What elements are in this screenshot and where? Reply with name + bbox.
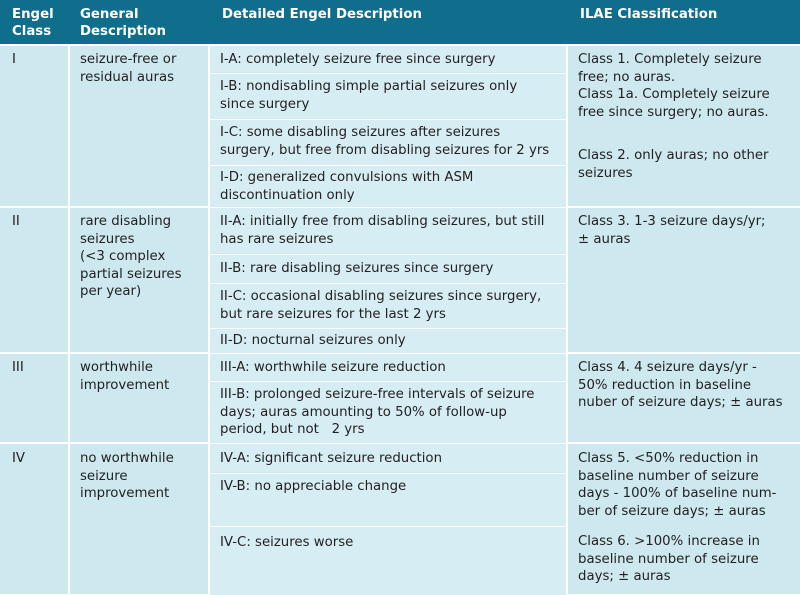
header-engel-class-line: Class [12,24,52,39]
text-line: residual auras [80,69,175,85]
text-line: days; ± auras [578,569,671,584]
header-detailed-description: Detailed Engel Description [222,7,422,22]
text-line: improvement [80,486,170,501]
text-line: surgery, but free from disabling seizures for 2 yrs [220,142,550,158]
engel-class-label: I [12,52,16,67]
engel-class-label: III [12,360,24,375]
ilae-text [578,533,760,586]
text-line: discontinuation only [220,187,355,203]
text-line: improvement [80,377,170,393]
text-line: nuber of seizure days; ± auras [578,395,783,410]
detail-text: IV-B: no appreciable change [220,479,407,494]
general-description [80,51,176,86]
column-divider [68,44,70,594]
header-general-description [80,6,166,40]
text-line: no worthwhile [80,451,174,466]
text-line: II-A: initially free from disabling seizures, but still [220,214,545,229]
detail-text [220,386,534,439]
text-line: rare disabling [80,214,172,229]
engel-class-label: IV [12,451,26,466]
text-line: 50% reduction in baseline [578,377,752,393]
text-line: free; no auras. [578,69,676,85]
ilae-text [578,359,783,412]
text-line: has rare seizures [220,231,334,247]
text-line: per year) [80,284,142,299]
text-line: II-C: occasional disabling seizures since surgery, [220,289,542,304]
header-engel-class-line: Engel [12,7,54,22]
detail-text [220,288,541,323]
text-line: seizures [578,165,633,181]
text-line: days; auras amounting to 50% of follow-up [220,404,507,420]
text-line: Class 2. only auras; no other [578,148,769,163]
text-line: III-B: prolonged seizure-free intervals of seizure [220,387,535,402]
text-line: seizure-free or [80,52,177,67]
table-header [0,0,800,44]
text-line: partial seizures [80,266,182,282]
general-description [80,213,182,301]
ilae-text [578,147,769,182]
text-line: I-B: nondisabling simple partial seizures only [220,79,518,94]
text-line: free since surgery; no auras. [578,104,769,120]
text-line: since surgery [220,96,310,112]
detail-text: II-B: rare disabling seizures since surgery [220,261,494,276]
detail-text [220,78,517,113]
text-line: period, but not 2 yrs [220,422,365,437]
text-line: Class 5. <50% reduction in [578,451,759,466]
detail-text: IV-A: significant seizure reduction [220,451,442,466]
general-description [80,450,174,503]
detail-text [220,124,549,159]
text-line: Class 1a. Completely seizure [578,87,770,102]
text-line: Class 1. Completely seizure [578,52,762,67]
column-divider [208,44,210,594]
detail-text: II-D: nocturnal seizures only [220,333,406,348]
detail-text: I-A: completely seizure free since surgery [220,52,496,67]
detail-text: IV-C: seizures worse [220,535,354,550]
text-line: Class 4. 4 seizure days/yr - [578,360,757,375]
header-general-line: General [80,7,139,22]
text-line: (<3 complex [80,249,166,264]
detail-text [220,213,545,248]
text-line: seizures [80,231,135,247]
text-line: Class 3. 1-3 seizure days/yr; [578,214,766,229]
text-line: days - 100% of baseline num- [578,486,777,501]
text-line: baseline number of seizure [578,468,759,484]
text-line: I-C: some disabling seizures after seizures [220,125,501,140]
text-line: baseline number of seizure [578,551,759,567]
ilae-text [578,51,770,121]
header-engel-class [12,6,54,40]
column-divider [566,44,568,594]
detail-text: III-A: worthwhile seizure reduction [220,360,446,375]
header-general-line: Description [80,24,167,39]
engel-class-label: II [12,214,20,229]
detail-text [220,169,473,204]
text-line: worthwhile [80,360,153,375]
text-line: seizure [80,468,128,484]
text-line: ber of seizure days; ± auras [578,503,766,519]
general-description [80,359,169,394]
ilae-text [578,213,766,248]
text-line: I-D: generalized convulsions with ASM [220,170,474,185]
header-ilae-classification: ILAE Classification [580,7,718,22]
text-line: Class 6. >100% increase in [578,534,760,549]
text-line: ± auras [578,231,631,247]
ilae-text [578,450,776,520]
text-line: but rare seizures for the last 2 yrs [220,306,446,322]
